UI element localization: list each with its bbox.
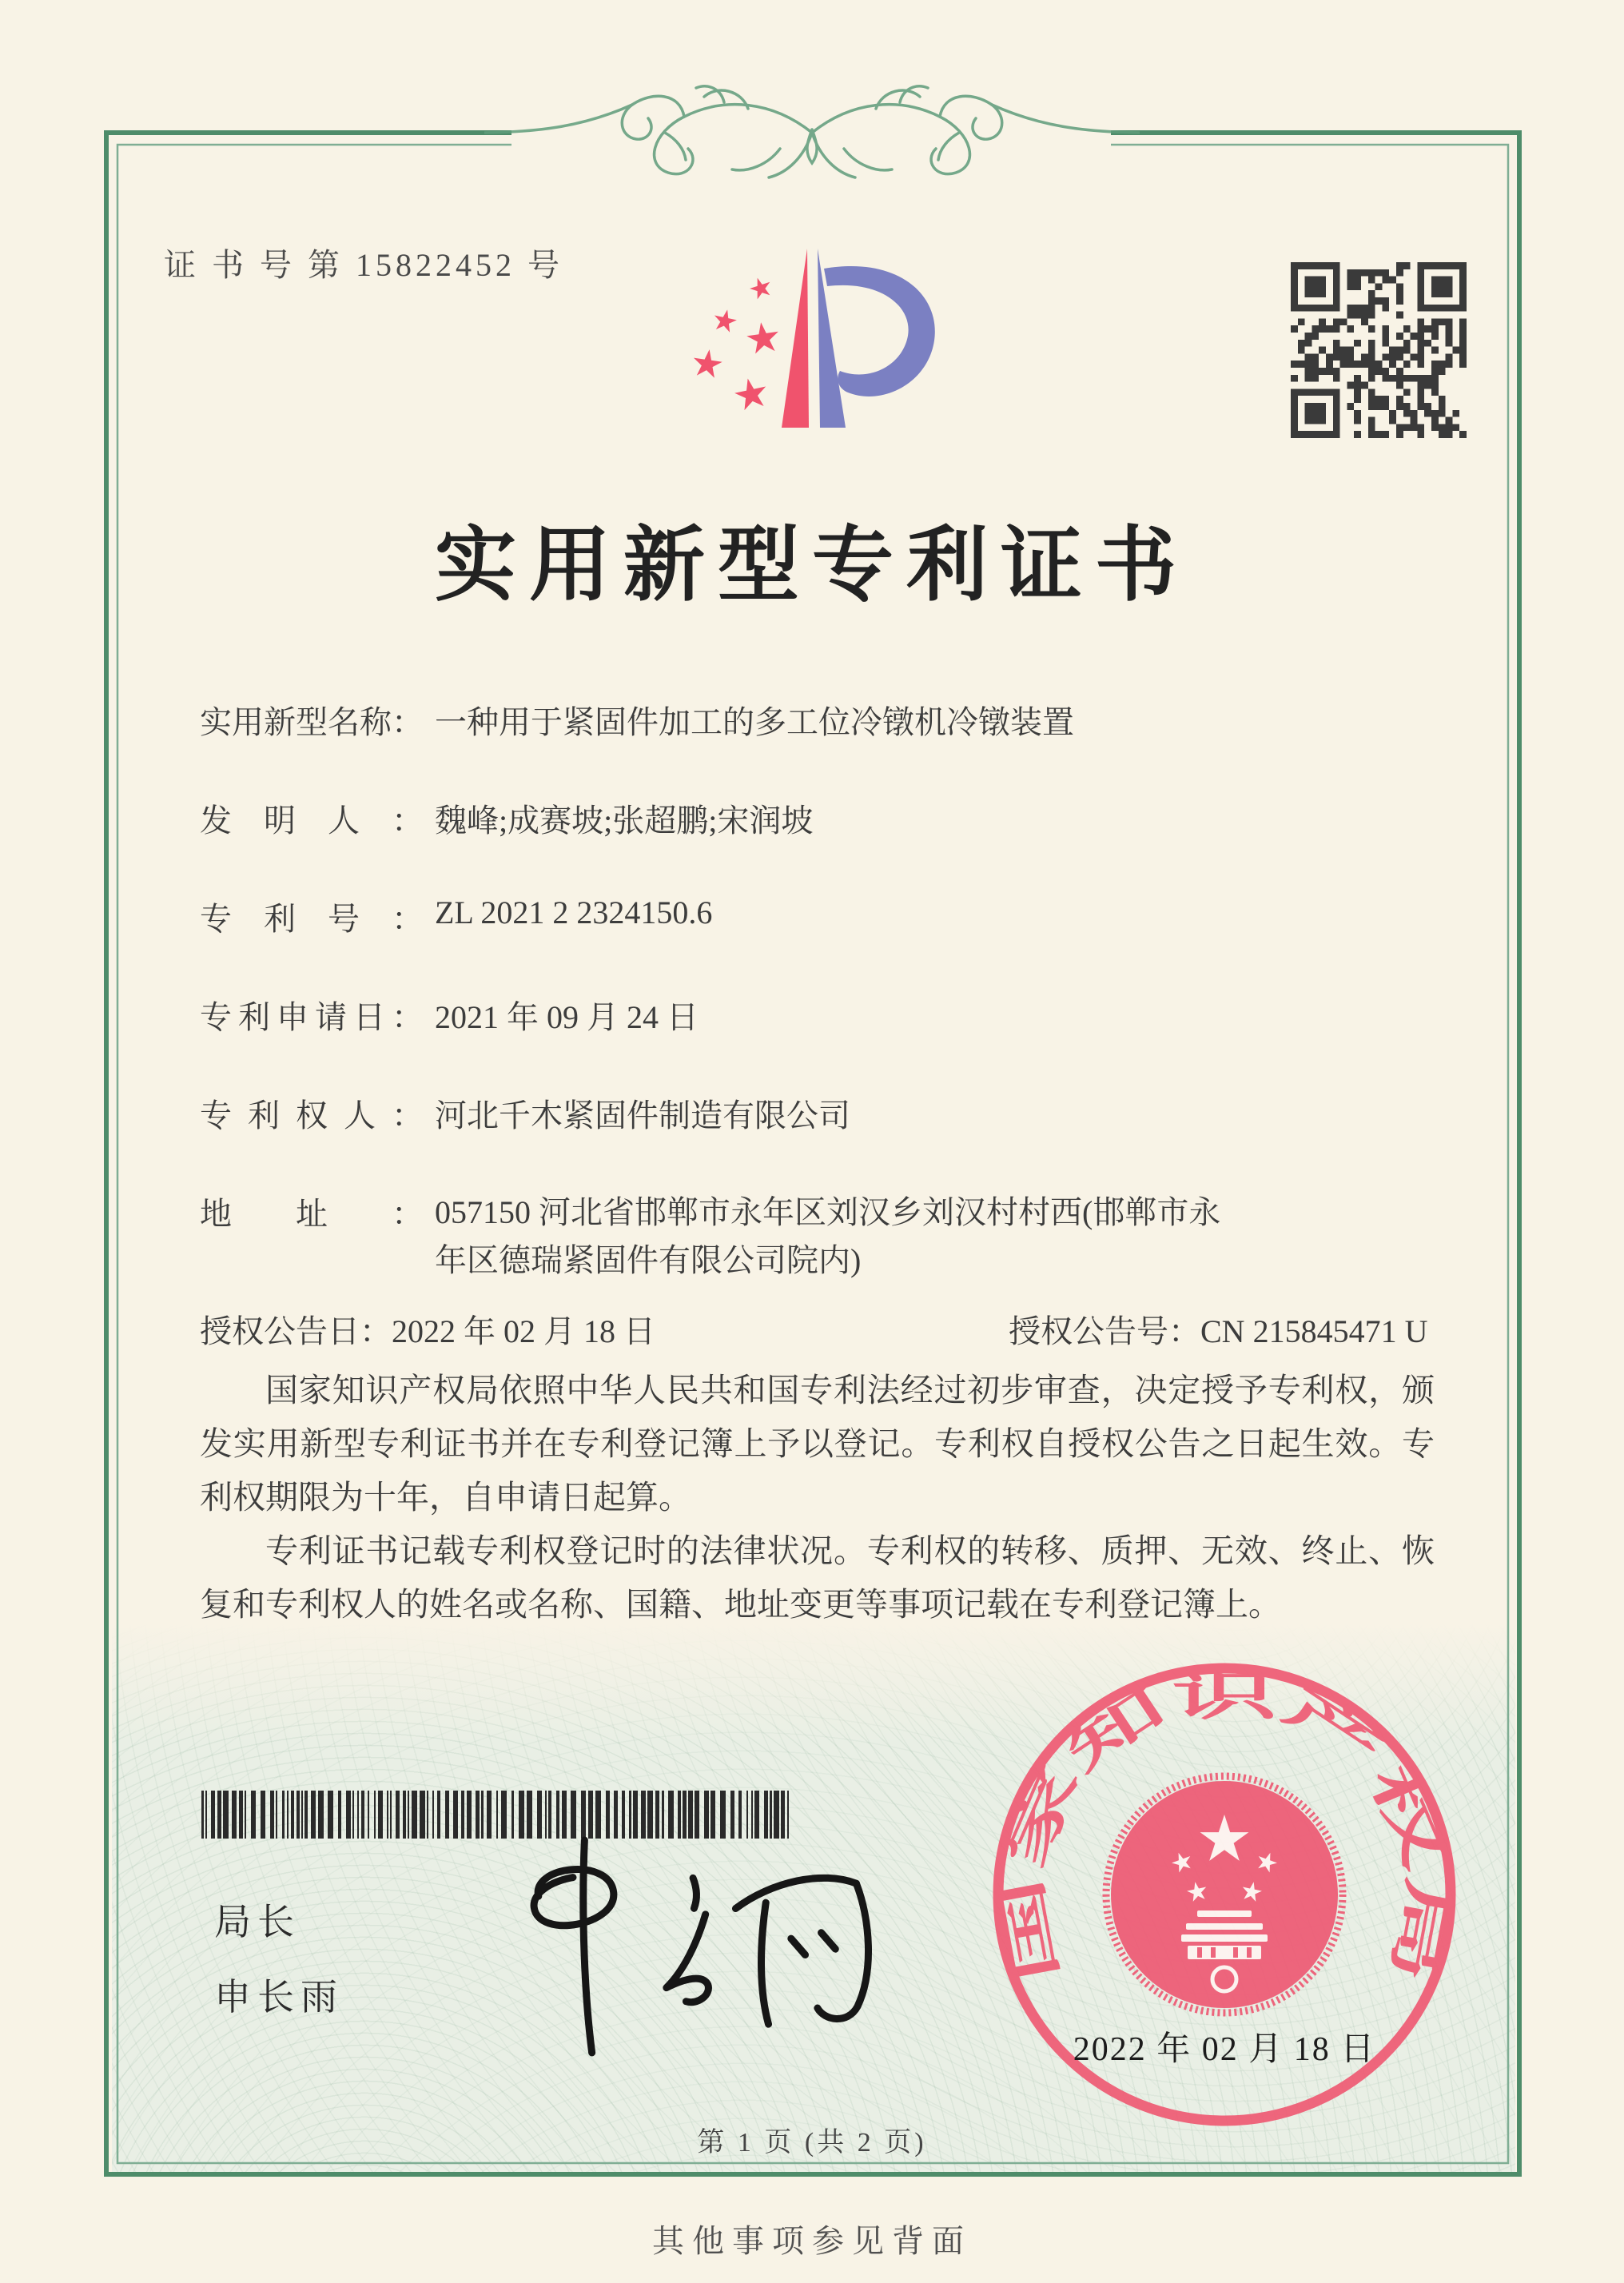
field-label: 地址：	[200, 1196, 424, 1232]
field-row-grant	[200, 1306, 1428, 1352]
grant-date-label: 授权公告日：	[200, 1313, 392, 1349]
qr-code	[1291, 262, 1467, 438]
signer-title: 局长	[214, 1901, 301, 1942]
field-row-patent-number	[200, 894, 712, 939]
field-value: 2021 年 09 月 24 日	[435, 999, 699, 1035]
field-label: 实用新型名称：	[200, 704, 424, 740]
field-row-utility-name	[200, 697, 1074, 743]
grant-number-label: 授权公告号：	[1009, 1313, 1200, 1349]
field-label: 专利申请日：	[200, 999, 424, 1035]
grant-number-value: CN 215845471 U	[1200, 1313, 1428, 1349]
signer-name: 申长雨	[214, 1976, 344, 2018]
field-value: 河北千木紧固件制造有限公司	[435, 1098, 850, 1134]
address-line-1: 057150 河北省邯郸市永年区刘汉乡刘汉村村西(邯郸市永	[435, 1194, 1221, 1230]
cnipa-logo-icon	[675, 222, 939, 462]
certificate-number: 证 书 号 第 15822452 号	[164, 247, 563, 283]
field-row-address	[200, 1189, 1418, 1285]
commissioner-signature	[452, 1813, 907, 2076]
field-row-inventors	[200, 795, 813, 841]
certificate-title: 实用新型专利证书	[435, 521, 1189, 612]
field-value: 魏峰;成赛坡;张超鹏;宋润坡	[435, 803, 814, 839]
back-note: 其他事项参见背面	[652, 2223, 972, 2259]
grant-number-group	[1009, 1306, 1427, 1352]
field-label: 专利号：	[200, 901, 424, 937]
grant-date-value: 2022 年 02 月 18 日	[392, 1313, 655, 1349]
seal-org-text: 国家知识产权局	[995, 1667, 1457, 1987]
field-row-filing-date	[200, 992, 699, 1038]
legal-paragraph-1: 国家知识产权局依照中华人民共和国专利法经过初步审查，决定授予专利权，颁发实用新型专利证书并在专利登记簿上予以登记。专利权自授权公告之日起生效。专利权期限为十年，自申请日起算。	[200, 1372, 1435, 1516]
address-line-2: 年区德瑞紧固件有限公司院内)	[435, 1242, 862, 1278]
seal-date: 2022 年 02 月 18 日	[1073, 2031, 1376, 2068]
field-label: 发明人：	[200, 803, 424, 839]
field-value	[435, 1189, 1418, 1285]
field-label: 专利权人：	[200, 1098, 424, 1134]
national-emblem-icon	[1106, 1776, 1343, 2013]
page-number: 第 1 页 (共 2 页)	[697, 2128, 927, 2157]
field-row-patentee	[200, 1090, 850, 1136]
legal-paragraph-2: 专利证书记载专利权登记时的法律状况。专利权的转移、质押、无效、终止、恢复和专利权人的姓名或名称、国籍、地址变更等事项记载在专利登记簿上。	[200, 1532, 1435, 1623]
field-value: ZL 2021 2 2324150.6	[435, 894, 713, 930]
field-value: 一种用于紧固件加工的多工位冷镦机冷镦装置	[435, 704, 1074, 740]
legal-text	[200, 1364, 1435, 1632]
